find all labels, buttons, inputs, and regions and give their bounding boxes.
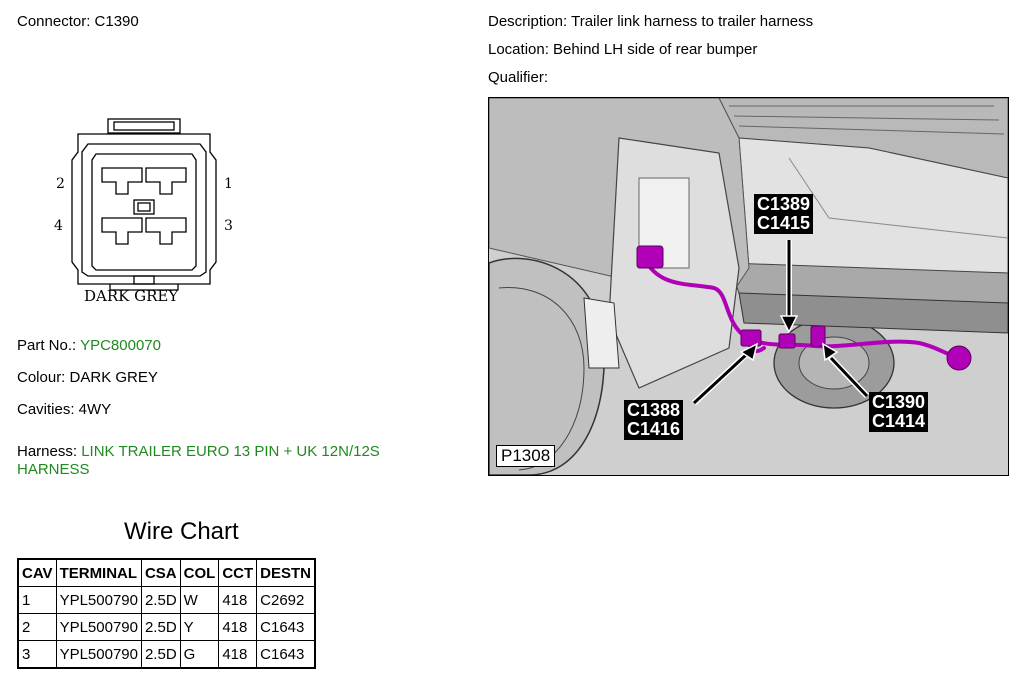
part-number-value: YPC800070 <box>80 337 161 354</box>
colour-label: Colour: DARK GREY <box>17 369 158 386</box>
table-cell: 3 <box>18 641 56 669</box>
col-header: CAV <box>18 559 56 587</box>
description-label: Description: Trailer link harness to trailer harness <box>488 13 814 30</box>
table-cell: C1643 <box>257 614 315 641</box>
col-header: CCT <box>219 559 257 587</box>
wire-chart-table <box>17 558 316 669</box>
table-cell: 418 <box>219 614 257 641</box>
part-number <box>17 337 161 355</box>
part-number-label: Part No.: <box>17 337 81 354</box>
table-cell: YPL500790 <box>56 641 141 669</box>
harness-info <box>17 443 380 479</box>
table-cell: 1 <box>18 587 56 614</box>
callout-right-line2: C1414 <box>872 411 926 431</box>
callout-right-line1: C1390 <box>872 392 926 412</box>
photo-reference-label: P1308 <box>496 445 555 467</box>
callout-top-line2: C1415 <box>757 213 811 233</box>
cavities-label: Cavities: 4WY <box>17 401 112 418</box>
table-row <box>18 641 315 669</box>
table-row <box>18 614 315 641</box>
col-header: COL <box>180 559 219 587</box>
table-cell: 2 <box>18 614 56 641</box>
col-header: TERMINAL <box>56 559 141 587</box>
connector-face-diagram <box>50 112 250 312</box>
harness-value-line2: HARNESS <box>17 461 90 478</box>
table-cell: C1643 <box>257 641 315 669</box>
location-photo <box>488 97 1009 476</box>
col-header: DESTN <box>257 559 315 587</box>
table-cell: Y <box>180 614 219 641</box>
table-cell: 2.5D <box>141 614 180 641</box>
table-cell: 2.5D <box>141 641 180 669</box>
table-cell: YPL500790 <box>56 587 141 614</box>
callout-left <box>624 400 683 440</box>
qualifier-label: Qualifier: <box>488 69 549 86</box>
callout-top-line1: C1389 <box>757 194 811 214</box>
connector-colour-caption: DARK GREY <box>84 287 179 305</box>
callout-left-line2: C1416 <box>627 419 681 439</box>
table-cell: G <box>180 641 219 669</box>
location-label: Location: Behind LH side of rear bumper <box>488 41 758 58</box>
pin-1-label: 1 <box>224 176 233 192</box>
table-row <box>18 587 315 614</box>
harness-label: Harness: <box>17 443 82 460</box>
table-cell: W <box>180 587 219 614</box>
table-cell: 418 <box>219 641 257 669</box>
wire-chart-header-row <box>18 559 315 587</box>
wire-chart-title: Wire Chart <box>124 518 239 545</box>
table-cell: YPL500790 <box>56 614 141 641</box>
connector-label: Connector: C1390 <box>17 13 139 30</box>
harness-value-line1: LINK TRAILER EURO 13 PIN + UK 12N/12S <box>81 443 380 460</box>
table-cell: 2.5D <box>141 587 180 614</box>
callout-left-line1: C1388 <box>627 400 681 420</box>
pin-4-label: 4 <box>54 218 63 234</box>
callout-right <box>869 392 928 432</box>
pin-2-label: 2 <box>56 176 65 192</box>
col-header: CSA <box>141 559 180 587</box>
callout-arrows <box>489 98 1008 475</box>
pin-3-label: 3 <box>224 218 233 234</box>
table-cell: 418 <box>219 587 257 614</box>
table-cell: C2692 <box>257 587 315 614</box>
callout-top <box>754 194 813 234</box>
